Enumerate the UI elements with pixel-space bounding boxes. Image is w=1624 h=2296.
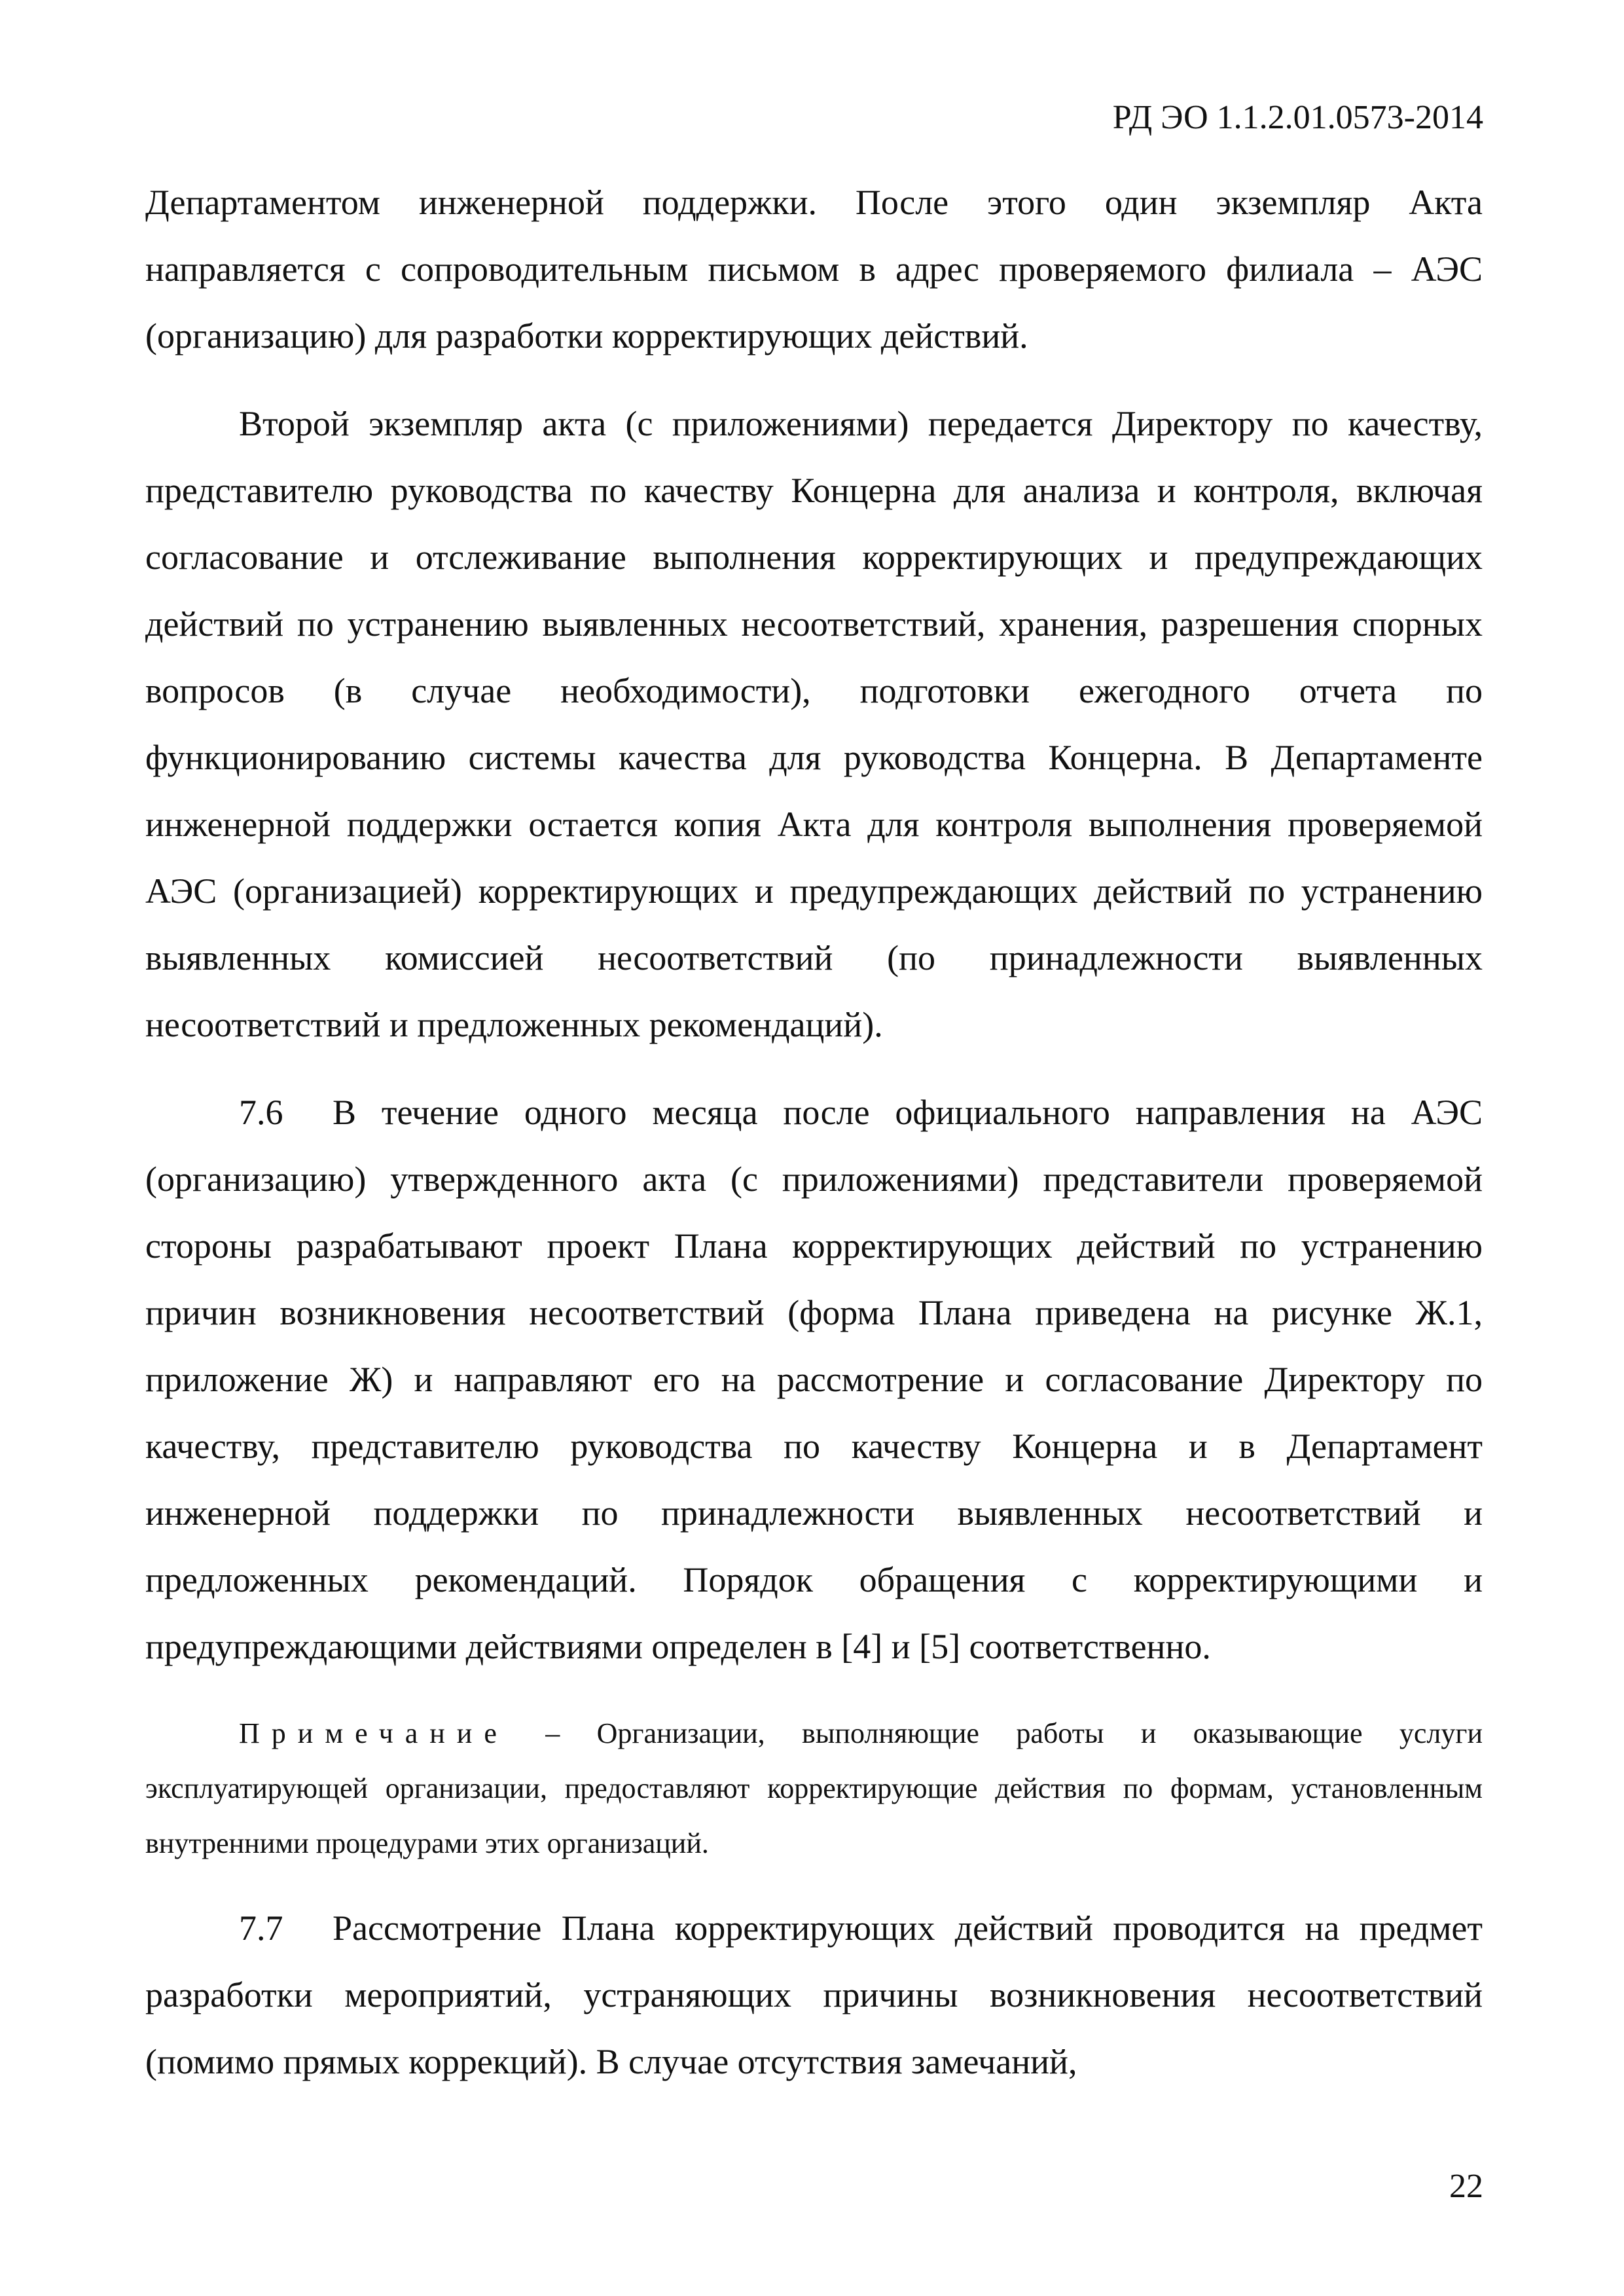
clause-number: 7.6 <box>239 1093 283 1132</box>
document-body <box>145 169 1483 2095</box>
document-code: РД ЭО 1.1.2.01.0573-2014 <box>1112 99 1483 136</box>
note-label: Примечание <box>239 1717 509 1749</box>
paragraph-7-7 <box>145 1895 1483 2095</box>
clause-number: 7.7 <box>239 1908 283 1948</box>
note <box>145 1706 1483 1871</box>
clause-text: В течение одного месяца после официального направления на АЭС (организацию) утвержденного акта (с приложениями) представители проверяемой стороны разрабатывают проект Плана корректирующих действий по устранению причин возникновения несоответствий (форма Плана приведена на рисунке Ж.1, приложение Ж) и направляют его на рассмотрение и согласование Директору по качеству, представителю руководства по качеству Концерна и в Департамент инженерной поддержки по принадлежности выявленных несоответствий и предложенных рекомендаций. Порядок обращения с корректирующими и предупреждающими действиями определен в [4] и [5] соответственно. <box>145 1093 1483 1666</box>
paragraph-7-6 <box>145 1079 1483 1680</box>
paragraph-second-copy: Второй экземпляр акта (с приложениями) передается Директору по качеству, представителю руководства по качеству Концерна для анализа и контроля, включая согласование и отслеживание выполнения корректирующих и предупреждающих действий по устранению выявленных несоответствий, хранения, разрешения спорных вопросов (в случае необходимости), подготовки ежегодного отчета по функционированию системы качества для руководства Концерна. В Департаменте инженерной поддержки остается копия Акта для контроля выполнения проверяемой АЭС (организацией) корректирующих и предупреждающих действий по устранению выявленных комиссией несоответствий (по принадлежности выявленных несоответствий и предложенных рекомендаций). <box>145 404 1483 1044</box>
page-number: 22 <box>1449 2168 1483 2205</box>
paragraph-continuation: Департаментом инженерной поддержки. После этого один экземпляр Акта направляется с сопроводительным письмом в адрес проверяемого филиала – АЭС (организацию) для разработки корректирующих действий. <box>145 183 1483 355</box>
clause-text: Рассмотрение Плана корректирующих действий проводится на предмет разработки мероприятий, устраняющих причины возникновения несоответствий (помимо прямых коррекций). В случае отсутствия замечаний, <box>145 1908 1483 2081</box>
note-text: – Организации, выполняющие работы и оказывающие услуги эксплуатирующей организации, предоставляют корректирующие действия по формам, установленным внутренними процедурами этих организаций. <box>145 1717 1483 1859</box>
